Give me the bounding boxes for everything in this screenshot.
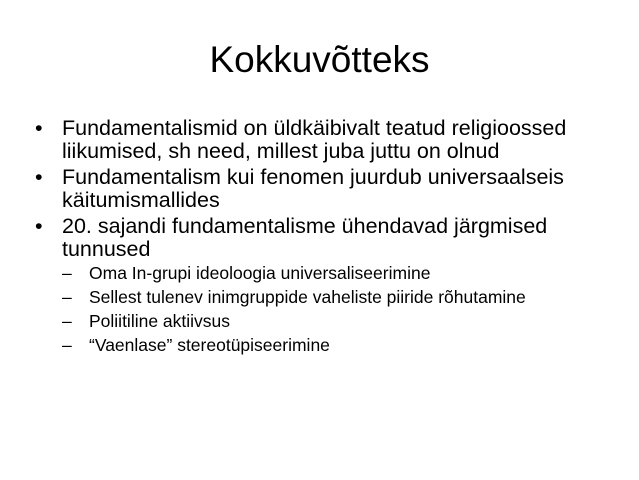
sub-bullet-item [62,335,625,355]
dash-marker: – [62,335,72,355]
bullet-item [35,166,625,212]
sub-bullet-list [62,263,625,355]
bullet-marker: • [35,214,43,238]
dash-marker: – [62,311,72,331]
sub-bullet-text: “Vaenlase” stereotüpiseerimine [89,335,330,355]
bullet-text: 20. sajandi fundamentalisme ühendavad järgmised tunnused [62,214,548,261]
sub-bullet-item [62,263,625,283]
dash-marker: – [62,263,72,283]
sub-bullet-item [62,311,625,331]
bullet-text: Fundamentalismid on üldkäibivalt teatud religioossed liikumised, sh need, millest juba juttu on olnud [62,116,567,163]
sub-bullet-text: Sellest tulenev inimgruppide vaheliste piiride rõhutamine [89,287,526,307]
bullet-item [35,117,625,163]
dash-marker: – [62,287,72,307]
sub-bullet-item [62,287,625,307]
bullet-text: Fundamentalism kui fenomen juurdub universaalseis käitumismallides [62,165,564,212]
bullet-marker: • [35,165,43,189]
bullet-item [35,215,625,355]
sub-bullet-text: Poliitiline aktiivsus [89,311,231,331]
bullet-marker: • [35,116,43,140]
slide-title: Kokkuvõtteks [209,39,430,80]
bullet-list [35,117,625,359]
sub-bullet-text: Oma In-grupi ideoloogia universaliseerimine [89,263,431,283]
